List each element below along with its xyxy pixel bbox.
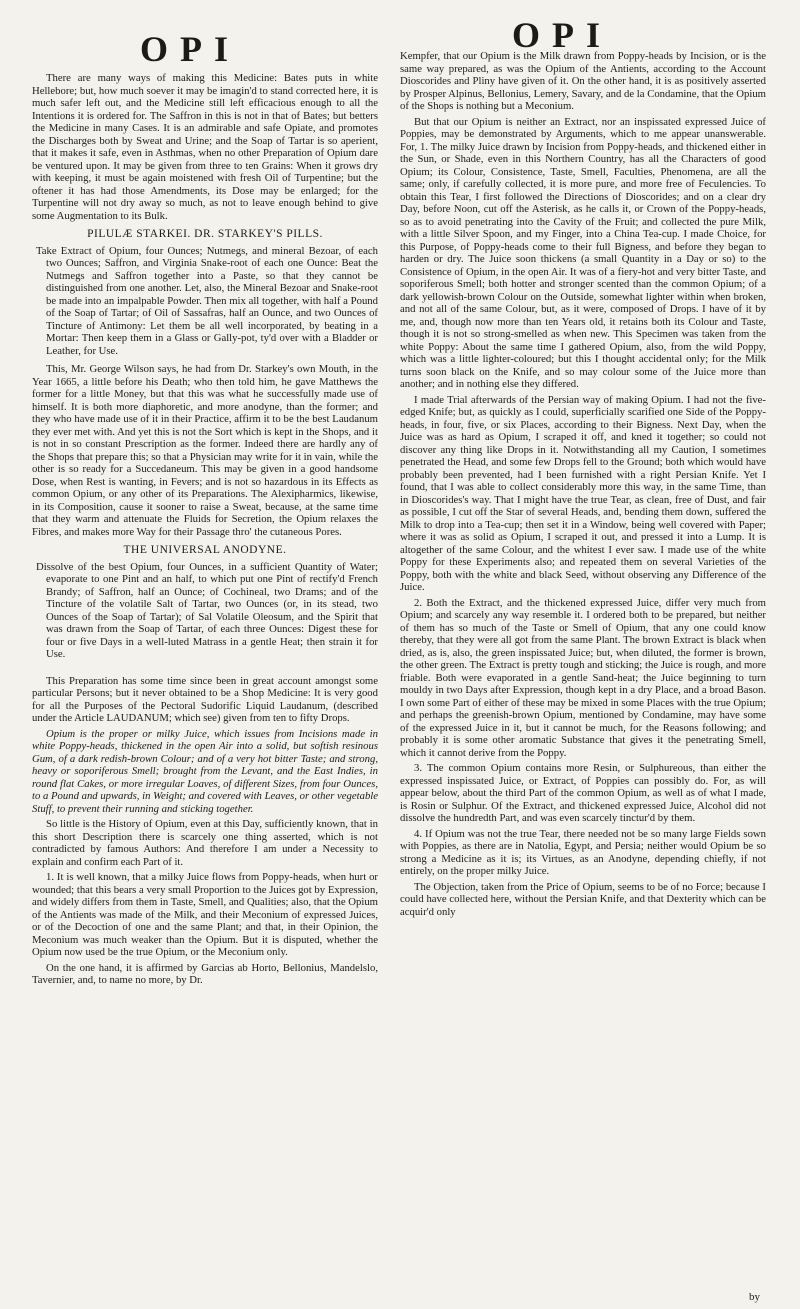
paragraph: I made Trial afterwards of the Persian way of making Opium. I had not the five-edged Knife; but, as quickly as I could, superficially scarified one Side of the Poppy-heads, in four, five, or six Places, according to their Bigness. Next Day, when the Juice was as hard as Opium, I scraped it off, and kned it together; so could not discover any thing like Drops in it. Notwithstanding all my Caution, I sometimes penetrated the Head, and some few Drops fell to the Ground; both which would have probably been prevented, had I been furnished with a right Persian Knife. Yet I found, that I was able to collect considerably more this way, in the same Time, than in Dioscorides's way. That I might have the true Tear, as clean, free of Dust, and fair as possible, I cut off the Star of several Heads, and, bending them down, suffered the Milk to drop into a Tea-cup; then set it in a Window, being well covered with Paper; where it was as solid as Opium, I scraped it out, and pressed it into a Lump. It is altogether of the same Colour, and the whitest I ever saw. I made use of the white Poppy for these Experiments also; and repeated them on several Varieties of the Poppy, both with the white and black Seed, without observing any Difference of the Juice. [400, 393, 766, 593]
section-heading: PILULÆ STARKEI. DR. STARKEY'S PILLS. [87, 228, 323, 240]
paragraph: So little is the History of Opium, even at this Day, sufficiently known, that in this short Description there is scarcely one thing asserted, which is not contradicted by famous Authors: And therefore I am under a Necessity to explain and confirm each Part of it. [32, 818, 378, 868]
paragraph: The Objection, taken from the Price of Opium, seems to be of no Force; because I could have collected here, without the Persian Knife, and that Dexterity which can be acquir'd only [400, 880, 766, 918]
paragraph: 2. Both the Extract, and the thickened expressed Juice, differ very much from Opium; and scarcely any way resemble it. I ordered both to be prepared, but neither of them has so much of the Taste or Smell of Opium, that any one could know thereby, that they were all got from the same Plant. The brown Extract is black when dried, as is, also, the green inspissated Juice; but, when diluted, the former is brown, the other green. The Extract is pretty tough and sticking; the Juice is rough, and more friable. Both were evaporated in a gentle Sand-heat; the Juice beginning to turn mouldy in two Days after Expression, though kept in a dry Place, and a broad Bason. I own some Part of either of these may be mixed in some Places with the true Opium; and perhaps the greenish-brown Opium, mentioned by Condamine, may have some of the expressed Juice in it, but it cannot be much, for the Reasons following; and probably it is some other aromatic Substance that gives it the penetrating Smell, which it cannot derive from the Poppy. [400, 596, 766, 759]
section-heading: THE UNIVERSAL ANODYNE. [123, 544, 287, 556]
recipe-paragraph: Dissolve of the best Opium, four Ounces, in a sufficient Quantity of Water; evaporate to one Pint and an half, to which put one Pint of rectify'd French Brandy; of Saffron, half an Ounce; of Cochineal, two Drams; and of the Tincture of the volatile Salt of Tartar, two Ounces (or, in its stead, two Ounces of the Soap of Tartar); of Sal Volatile Oleosum, and the Spirit that was drawn from the Soap of Tartar, of each three Ounces: Digest these for four or five Days in a well-luted Matrass in a gentle Heat; then strain it for Use. [36, 560, 378, 660]
running-head-right: OPI [512, 15, 613, 55]
paragraph: 3. The common Opium contains more Resin, or Sulphureous, than either the expressed inspissated Juice, or Extract, of Poppies can possibly do. For, as will appear below, about the third Part of the common Opium, as well as of what I made, is Rosin or Sulphur. Of the Extract, and thickened expressed Juice, Alcohol did not dissolve the hundredth Part, and was even scarcely tinctur'd by them. [400, 762, 766, 824]
recipe-paragraph: Take Extract of Opium, four Ounces; Nutmegs, and mineral Bezoar, of each two Ounces; Saffron, and Virginia Snake-root of each one Ounce: Beat the Nutmegs and Saffron together into a Paste, so that they cannot be distinguished from one another. Let, also, the Mineral Bezoar and Snake-root be made into an impalpable Powder. Then mix all together, with half a Pound of the Soap of Tartar; of Oil of Sassafras, half an Ounce, and two Ounces of Tincture of Antimony: Let them be all well incorporated, by beating in a Mortar: Then keep them in a Glass or Gally-pot, ty'd over with a Bladder or Leather, for Use. [36, 244, 378, 357]
left-column [32, 72, 378, 990]
paragraph: 4. If Opium was not the true Tear, there needed not be so many large Fields sown with Poppies, as there are in Natolia, Egypt, and Persia; neither would Opium be so strong a Medicine as it is; its Virtues, as an Anodyne, depending chiefly, if not entirely, on the proper milky Juice. [400, 827, 766, 877]
paragraph: On the one hand, it is affirmed by Garcias ab Horto, Bellonius, Mandelslo, Tavernier, and, to name no more, by Dr. [32, 961, 378, 986]
paragraph: But that our Opium is neither an Extract, nor an inspissated expressed Juice of Poppies, may be demonstrated by Arguments, which to me appear unanswerable. For, 1. The milky Juice drawn by Incision from Poppy-heads, and thickened either in the Sun, or Shade, even in this Northern Country, has all the Characters of good Opium; its Colour, Consistence, Taste, Smell, Faculties, Phenomena, are all the same; only, if carefully collected, it is more pure, and more free of Feculencies. To obtain this Tear, I first followed the Directions of Dioscorides; and on a clear dry Day, before Noon, cut off the Asterisk, as he calls it, or Crown of the Poppy-heads, so as to avoid penetrating into the Cavity of the Fruit; and collected the pure Milk, with a little Silver Spoon, and my Finger, into a China Tea-cup. I made Choice, for this Purpose, of Poppy-heads come to their full Bigness, and before they began to harden or dry. The Juice soon thickens (a small Quantity in a Day or so) to the Consistence of Opium, in the open Air. It was of a fiery-hot and very bitter Taste, and soporiferous Smell; both hotter and stronger scented than the common Opium; of a dark yellowish-brown Colour on the Outside, somewhat lighter within when broken, and not all of the same Colour, but, as it were, composed of Drops. I have of it by me, and, though now more than ten Years old, it retains both its Colour and Taste, though it is not so strong-smelled as when new. This Specimen was taken from the white Poppy: About the same time I gathered Opium, also, from the wild Poppy, which was a little lighter-coloured; but this I thought accidental only; for the Milk turns soon black on the Knife, and so may colour some of the Juice more than another; and in nothing else they differed. [400, 115, 766, 390]
paragraph: 1. It is well known, that a milky Juice flows from Poppy-heads, when hurt or wounded; that this bears a very small Proportion to the Juices got by Expression, and widely differs from them in Taste, Smell, and Qualities; also, that the Opium of the Antients was made of the Milk, and their Meconium of expressed Juices, or of the Decoction of one and the same Plant; and that, in their Opinion, the Meconium was much weaker than the Opium. But it is disputed, whether the Opium now used be the true Opium, or the Meconium only. [32, 871, 378, 958]
paragraph: This Preparation has some time since been in great account amongst some particular Persons; but it never obtained to be a Shop Medicine: It is very good for all the Purposes of the Pectoral Sudorific Liquid Laudanum, (described under the Article LAUDANUM; which see) given from ten to fifty Drops. [32, 674, 378, 724]
catchword: by [749, 1291, 760, 1303]
paragraph-italic: Opium is the proper or milky Juice, which issues from Incisions made in white Poppy-heads, thickened in the open Air into a solid, but softish resinous Gum, of a dark redish-brown Colour; and of a very hot bitter Taste; and strong, heavy or soporiferous Smell; brought from the Levant, and the East Indies, in round flat Cakes, or more irregular Loaves, of different Sizes, from four Ounces, to a Pound and upwards, in Weight; and covered with Leaves, or other vegetable Stuff, to prevent their running and sticking together. [32, 727, 378, 815]
running-head-left: OPI [140, 29, 241, 69]
right-column [400, 50, 766, 921]
paragraph: Kempfer, that our Opium is the Milk drawn from Poppy-heads by Incision, or is the same way prepared, as was the Opium of the Antients, according to the Account Dioscorides and Pliny have given of it. On the other hand, it is as positively asserted by Prosper Alpinus, Bellonius, Lemery, Savary, and de la Condamine, that the Opium of the Shops is nothing but a Meconium. [400, 50, 766, 112]
paragraph: There are many ways of making this Medicine: Bates puts in white Hellebore; but, how much soever it may be imagin'd to stand corrected here, it is much safer left out, and the Medicine still left efficacious enough to all the Intentions it is ordered for. The Saffron in this is not in that of Bates; but betters the Medicine in many Cases. It is an admirable and safe Opiate, and promotes the Discharges both by Sweat and Urine; and the Soap of Tartar is so aperient, that it makes it safe, even in Asthmas, when no other Preparation of Opium dare be ventured upon. It may be given from three to ten Grains: When it grows dry with keeping, it must be again moistened with fresh Oil of Turpentine; but the oftener it has had those Amendments, its Dose may be enlarged; for the Turpentine will not dry away so much, as not to leave enough behind to give some Augmentation to its Bulk. [32, 72, 378, 222]
paragraph: This, Mr. George Wilson says, he had from Dr. Starkey's own Mouth, in the Year 1665, a little before his Death; who then told him, he gave Matthews the former for a little Money, but that this was what he successfully made use of himself. It is both more diaphoretic, and more anodyne, than the former; and they who have made use of it in their Practice, affirm it to be the best Laudanum they ever met with. And yet this is not the Sort which is kept in the Shops, and it is not in so constant Prescription as the former. Indeed there are hardly any of the Shops that prepare this; so that a Physician may write for it in vain, while the other is so ready for a Succedaneum. This may be given in a good handsome Dose, when Rest is wanting, in Fevers; and is not so hazardous in its Effects as common Opium, or any other of its Preparations. The Alexipharmics, likewise, in its Composition, cause it sooner to raise a Sweat, because, at the same time that they warm and attenuate the Fluids for Secretion, the Opium relaxes the Fibres, and makes more Way for their Passage thro' the cutaneous Pores. [32, 363, 378, 538]
spacer [32, 667, 378, 675]
